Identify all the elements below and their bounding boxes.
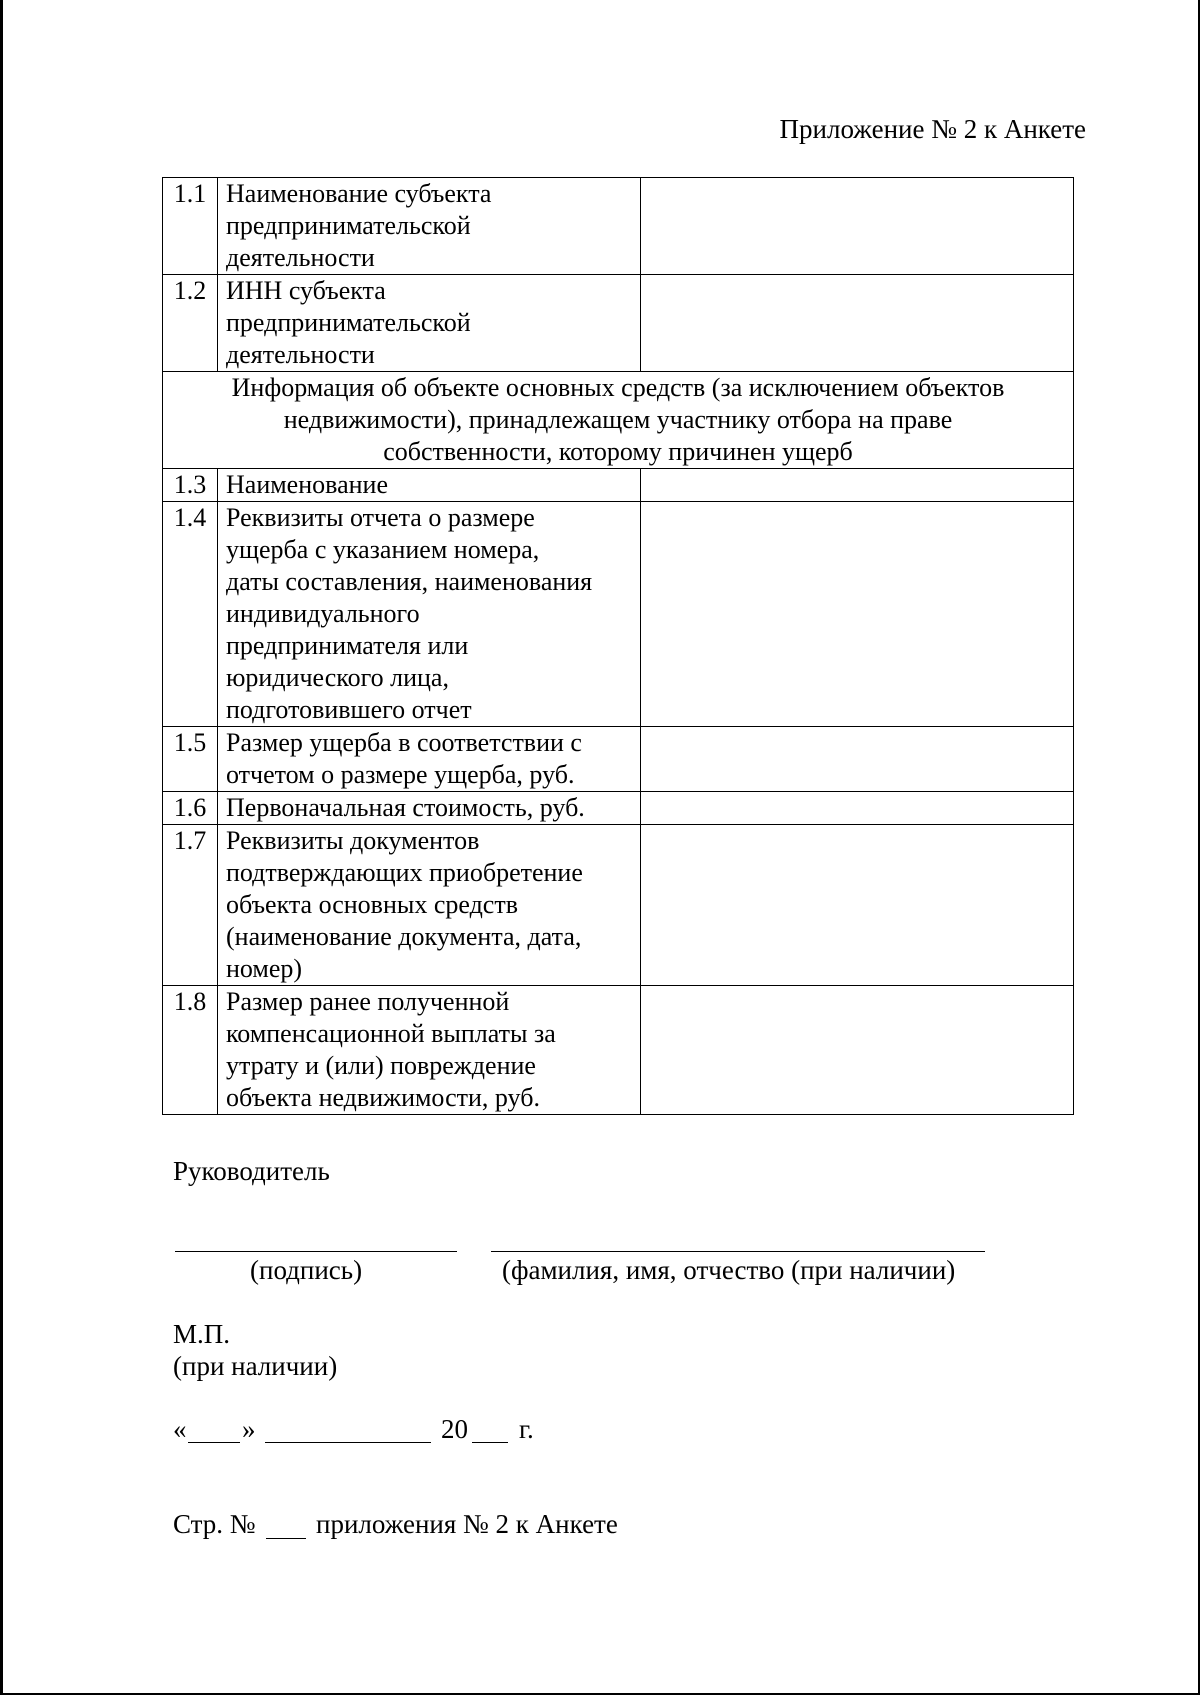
table-row [163,178,1074,275]
page-number-line[interactable] [266,1538,306,1539]
value-field-1-6[interactable] [641,792,1074,825]
section-heading-row [163,372,1074,469]
appendix-title: Приложение № 2 к Анкете [779,114,1086,144]
row-label: Реквизиты отчета о размере ущерба с указанием номера, даты составления, наименования индивидуального предпринимателя или юридического лица, подготовившего отчет [218,502,641,727]
date-year-line[interactable] [472,1442,508,1443]
page-number-suffix: приложения № 2 к Анкете [316,1509,618,1539]
row-number: 1.3 [163,469,218,502]
date-century: 20 [441,1414,468,1444]
row-label: Реквизиты документов подтверждающих приобретение объекта основных средств (наименование документа, дата, номер) [218,825,641,986]
table-row [163,469,1074,502]
full-name-caption: (фамилия, имя, отчество (при наличии) [502,1255,956,1285]
value-field-1-1[interactable] [641,178,1074,275]
table-row [163,986,1074,1115]
table-row [163,825,1074,986]
table-row [163,792,1074,825]
questionnaire-table [162,177,1074,1115]
value-field-1-3[interactable] [641,469,1074,502]
row-number: 1.5 [163,727,218,792]
row-label: Наименование [218,469,641,502]
row-label: Наименование субъекта предпринимательской деятельности [218,178,641,275]
date-day-line[interactable] [188,1442,240,1443]
signature-line[interactable] [175,1251,457,1252]
date-month-line[interactable] [265,1442,431,1443]
row-number: 1.4 [163,502,218,727]
date-open-quote: « [173,1414,187,1444]
value-field-1-7[interactable] [641,825,1074,986]
seal-label: М.П. [173,1319,231,1349]
value-field-1-8[interactable] [641,986,1074,1115]
value-field-1-4[interactable] [641,502,1074,727]
table-row [163,727,1074,792]
full-name-line[interactable] [491,1251,985,1252]
row-label: ИНН субъекта предпринимательской деятельности [218,275,641,372]
row-number: 1.8 [163,986,218,1115]
seal-note: (при наличии) [173,1351,338,1381]
row-number: 1.7 [163,825,218,986]
row-label: Первоначальная стоимость, руб. [218,792,641,825]
value-field-1-2[interactable] [641,275,1074,372]
row-number: 1.2 [163,275,218,372]
table-row [163,275,1074,372]
signature-caption: (подпись) [250,1255,363,1285]
row-label: Размер ранее полученной компенсационной выплаты за утрату и (или) повреждение объекта недвижимости, руб. [218,986,641,1115]
row-number: 1.1 [163,178,218,275]
row-label: Размер ущерба в соответствии с отчетом о размере ущерба, руб. [218,727,641,792]
table-row [163,502,1074,727]
page-edge-left [0,0,3,1695]
date-year-suffix: г. [519,1414,534,1444]
date-close-quote: » [242,1414,256,1444]
value-field-1-5[interactable] [641,727,1074,792]
page-number-prefix: Стр. № [173,1509,256,1539]
role-label: Руководитель [173,1156,330,1186]
row-number: 1.6 [163,792,218,825]
section-heading: Информация об объекте основных средств (за исключением объектов недвижимости), принадлежащем участнику отбора на праве собственности, которому причинен ущерб [163,372,1074,469]
